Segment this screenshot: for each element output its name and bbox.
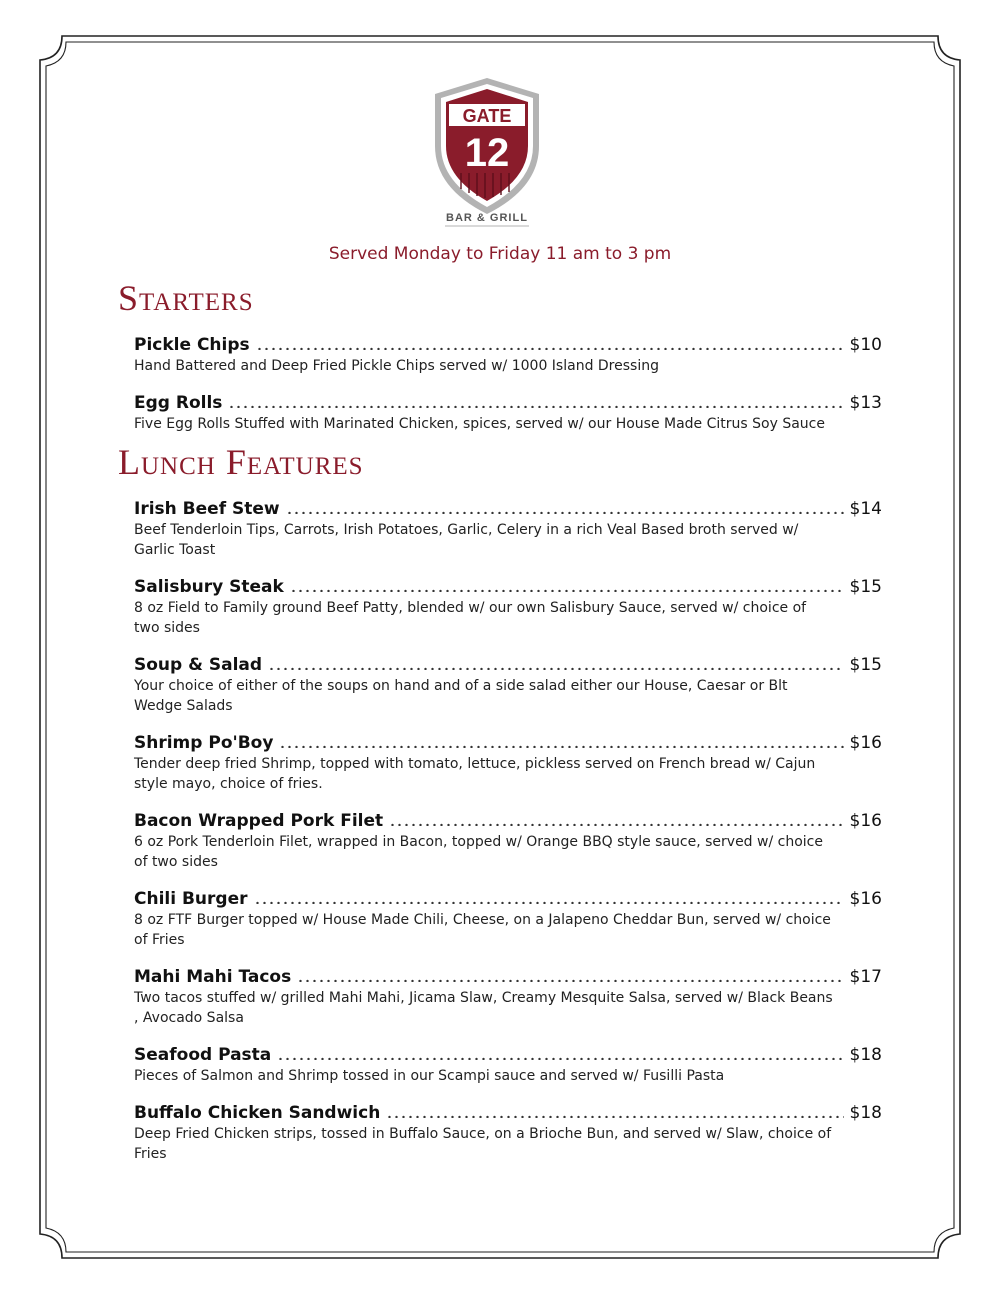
menu-item [134, 1044, 882, 1086]
item-name: Irish Beef Stew [134, 499, 280, 519]
item-name: Mahi Mahi Tacos [134, 967, 292, 987]
dot-leader [297, 968, 843, 982]
menu-item [134, 576, 882, 638]
item-description: 8 oz Field to Family ground Beef Patty, blended w/ our own Salisbury Sauce, served w/ choice of two sides [134, 600, 807, 636]
item-description: Beef Tenderloin Tips, Carrots, Irish Potatoes, Garlic, Celery in a rich Veal Based broth served w/ Garlic Toast [134, 522, 799, 558]
starters-list [134, 334, 882, 450]
item-price: $18 [849, 1103, 882, 1123]
item-name: Shrimp Po'Boy [134, 733, 274, 753]
item-name: Bacon Wrapped Pork Filet [134, 811, 384, 831]
dot-leader [286, 500, 844, 514]
item-name: Buffalo Chicken Sandwich [134, 1103, 381, 1123]
dot-leader [386, 1104, 843, 1118]
item-description: Pieces of Salmon and Shrimp tossed in our Scampi sauce and served w/ Fusilli Pasta [134, 1068, 725, 1084]
item-price: $13 [849, 393, 882, 413]
item-description: 8 oz FTF Burger topped w/ House Made Chili, Cheese, on a Jalapeno Cheddar Bun, served w/ choice of Fries [134, 912, 831, 948]
item-price: $14 [849, 499, 882, 519]
item-name: Salisbury Steak [134, 577, 284, 597]
item-price: $17 [849, 967, 882, 987]
item-price: $16 [849, 889, 882, 909]
menu-item [134, 966, 882, 1028]
dot-leader [228, 394, 843, 408]
section-title-starters: Starters [118, 278, 254, 318]
item-price: $15 [849, 577, 882, 597]
item-description: Five Egg Rolls Stuffed with Marinated Chicken, spices, served w/ our House Made Citrus Soy Sauce [134, 416, 825, 432]
item-description: Your choice of either of the soups on hand and of a side salad either our House, Caesar or Blt Wedge Salads [134, 678, 788, 714]
item-price: $16 [849, 811, 882, 831]
menu-item [134, 654, 882, 716]
item-description: Tender deep fried Shrimp, topped with tomato, lettuce, pickless served on French bread w/ Cajun style mayo, choice of fries. [134, 756, 816, 792]
item-price: $16 [849, 733, 882, 753]
menu-item [134, 888, 882, 950]
section-title-lunch-features: Lunch Features [118, 442, 364, 482]
dot-leader [279, 734, 843, 748]
item-description: 6 oz Pork Tenderloin Filet, wrapped in Bacon, topped w/ Orange BBQ style sauce, served w/ choice of two sides [134, 834, 823, 870]
logo-top-text: GATE [462, 106, 512, 126]
item-description: Two tacos stuffed w/ grilled Mahi Mahi, Jicama Slaw, Creamy Mesquite Salsa, served w/ Black Beans , Avocado Salsa [134, 990, 833, 1026]
item-name: Pickle Chips [134, 335, 250, 355]
item-name: Seafood Pasta [134, 1045, 272, 1065]
menu-item [134, 392, 882, 434]
menu-item [134, 498, 882, 560]
menu-item [134, 1102, 882, 1164]
item-name: Egg Rolls [134, 393, 223, 413]
item-price: $18 [849, 1045, 882, 1065]
menu-item [134, 810, 882, 872]
serving-hours: Served Monday to Friday 11 am to 3 pm [328, 244, 672, 264]
gate12-logo [431, 76, 543, 228]
lunch-features-list [134, 498, 882, 1180]
dot-leader [290, 578, 844, 592]
logo-bottom-text: BAR & GRILL [446, 212, 528, 224]
logo-number: 12 [464, 131, 510, 175]
item-description: Deep Fried Chicken strips, tossed in Buffalo Sauce, on a Brioche Bun, and served w/ Slaw, choice of Fries [134, 1126, 832, 1162]
dot-leader [256, 336, 844, 350]
menu-item [134, 334, 882, 376]
item-name: Soup & Salad [134, 655, 263, 675]
item-price: $15 [849, 655, 882, 675]
item-name: Chili Burger [134, 889, 248, 909]
dot-leader [277, 1046, 843, 1060]
dot-leader [389, 812, 843, 826]
item-description: Hand Battered and Deep Fried Pickle Chips served w/ 1000 Island Dressing [134, 358, 659, 374]
menu-item [134, 732, 882, 794]
item-price: $10 [849, 335, 882, 355]
dot-leader [254, 890, 844, 904]
dot-leader [268, 656, 844, 670]
